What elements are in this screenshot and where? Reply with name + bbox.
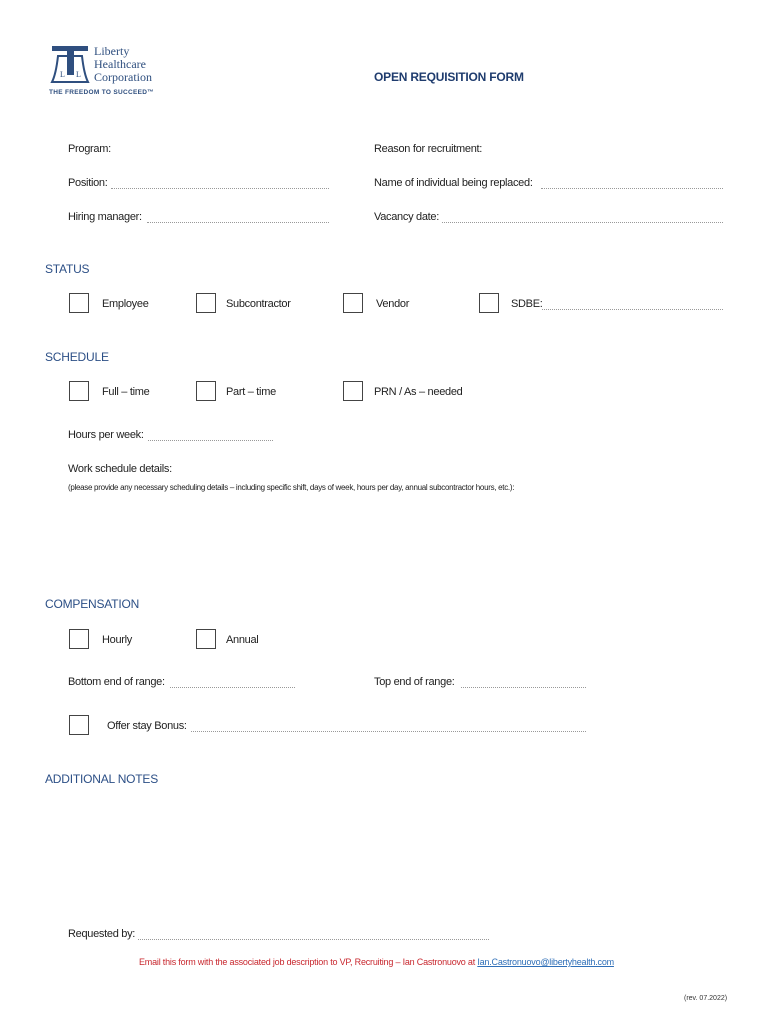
svg-text:L: L (76, 70, 81, 79)
sdbe-field[interactable] (542, 309, 723, 310)
bell-logo-icon (48, 44, 92, 88)
schedule-heading: SCHEDULE (45, 350, 109, 364)
svg-text:L: L (60, 70, 65, 79)
logo-line-2: Healthcare (94, 57, 146, 71)
sdbe-label: SDBE: (511, 298, 543, 310)
bottom-range-label: Bottom end of range: (68, 676, 165, 688)
hiring-manager-label: Hiring manager: (68, 211, 142, 223)
revision-note: (rev. 07.2022) (684, 995, 728, 1002)
stay-bonus-field[interactable] (191, 731, 586, 732)
hourly-label: Hourly (102, 634, 132, 646)
prn-checkbox[interactable] (343, 381, 363, 401)
logo-tagline: THE FREEDOM TO SUCCEED™ (49, 89, 155, 96)
additional-notes-area[interactable] (68, 795, 723, 910)
full-time-checkbox[interactable] (69, 381, 89, 401)
email-instructions-text: Email this form with the associated job description to VP, Recruiting – Ian Castronuovo at (139, 957, 478, 967)
additional-notes-heading: ADDITIONAL NOTES (45, 772, 159, 786)
top-range-label: Top end of range: (374, 676, 455, 688)
stay-bonus-label: Offer stay Bonus: (107, 720, 187, 732)
compensation-heading: COMPENSATION (45, 597, 140, 611)
annual-label: Annual (226, 634, 259, 646)
part-time-checkbox[interactable] (196, 381, 216, 401)
vacancy-date-field[interactable] (442, 222, 723, 223)
vendor-checkbox[interactable] (343, 293, 363, 313)
sdbe-checkbox[interactable] (479, 293, 499, 313)
full-time-label: Full – time (102, 386, 150, 398)
requested-by-field[interactable] (138, 939, 489, 940)
logo-line-1: Liberty (94, 44, 130, 58)
email-link[interactable]: Ian.Castronuovo@libertyhealth.com (477, 957, 614, 967)
hours-per-week-label: Hours per week: (68, 429, 144, 441)
status-heading: STATUS (45, 262, 90, 276)
replaced-field[interactable] (541, 188, 723, 189)
employee-label: Employee (102, 298, 149, 310)
vacancy-date-label: Vacancy date: (374, 211, 439, 223)
position-field[interactable] (111, 188, 329, 189)
work-schedule-label: Work schedule details: (68, 463, 172, 475)
bottom-range-field[interactable] (170, 687, 295, 688)
vendor-label: Vendor (376, 298, 410, 310)
part-time-label: Part – time (226, 386, 276, 398)
work-schedule-note: (please provide any necessary scheduling details – including specific shift, days of week, hours per day, annual subcontractor hours, etc.): (68, 483, 515, 492)
form-title: OPEN REQUISITION FORM (374, 70, 524, 84)
hours-per-week-field[interactable] (148, 440, 273, 441)
company-logo (48, 44, 168, 100)
hourly-checkbox[interactable] (69, 629, 89, 649)
subcontractor-label: Subcontractor (226, 298, 291, 310)
stay-bonus-checkbox[interactable] (69, 715, 89, 735)
replaced-label: Name of individual being replaced: (374, 177, 533, 189)
logo-line-3: Corporation (94, 70, 152, 84)
prn-label: PRN / As – needed (374, 386, 463, 398)
program-label: Program: (68, 143, 111, 155)
email-instructions (139, 957, 614, 967)
annual-checkbox[interactable] (196, 629, 216, 649)
subcontractor-checkbox[interactable] (196, 293, 216, 313)
work-schedule-details-area[interactable] (68, 497, 723, 587)
top-range-field[interactable] (461, 687, 586, 688)
position-label: Position: (68, 177, 108, 189)
employee-checkbox[interactable] (69, 293, 89, 313)
hiring-manager-field[interactable] (147, 222, 329, 223)
requested-by-label: Requested by: (68, 928, 136, 940)
reason-label: Reason for recruitment: (374, 143, 483, 155)
